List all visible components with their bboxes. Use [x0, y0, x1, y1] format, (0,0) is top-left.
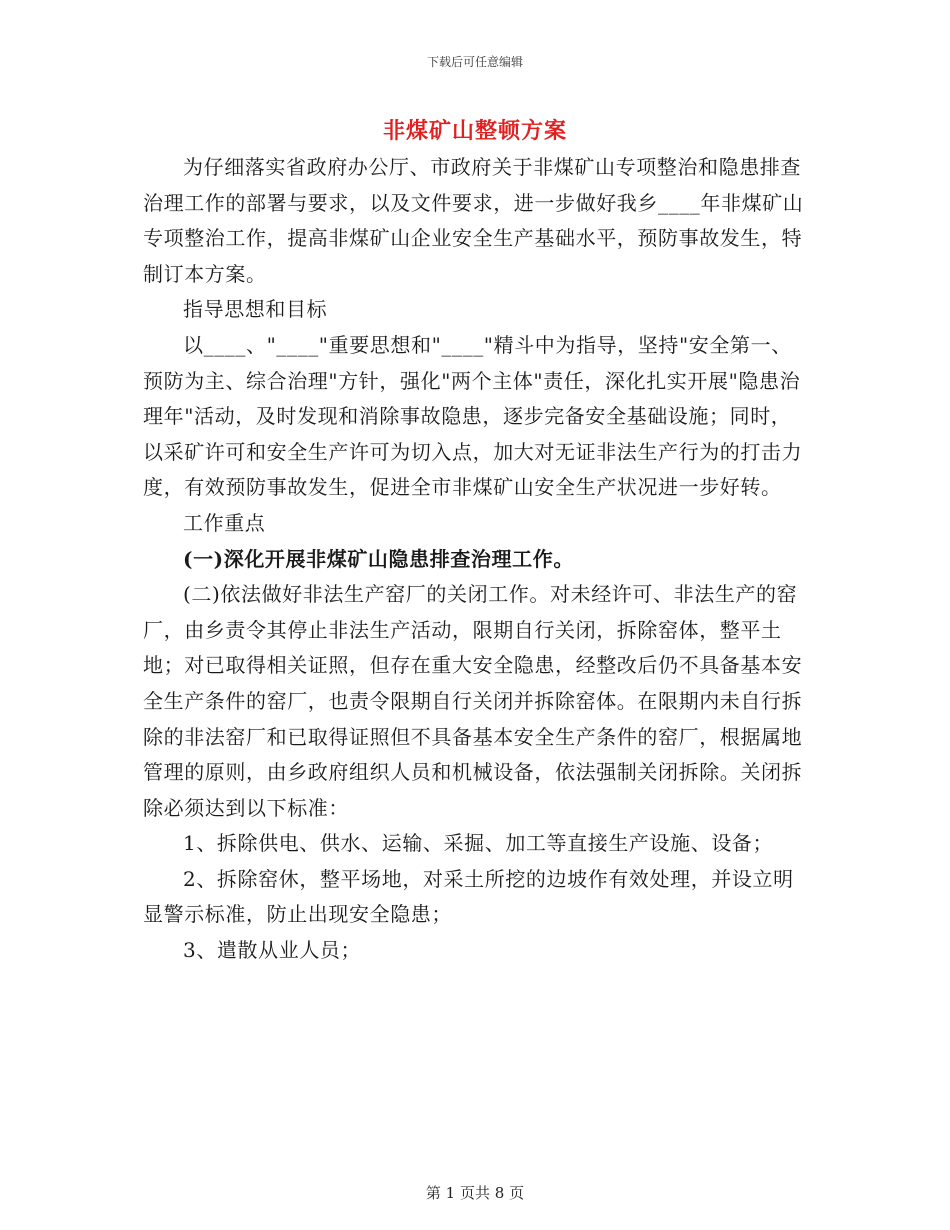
- standard-item-2: 2、拆除窑休，整平场地，对采土所挖的边坡作有效处理，并设立明显警示标准，防止出现安全隐患；: [143, 866, 794, 927]
- header-note: 下载后可任意编辑: [426, 55, 523, 69]
- document-title: 非煤矿山整顿方案: [382, 118, 567, 144]
- intro-paragraph: 为仔细落实省政府办公厅、市政府关于非煤矿山专项整治和隐患排查治理工作的部署与要求，以及文件要求，进一步做好我乡____年非煤矿山专项整治工作，提高非煤矿山企业安全生产基础水平，预防事故发生，特制订本方案。: [143, 155, 804, 286]
- work-item-2-paragraph: (二)依法做好非法生产窑厂的关闭工作。对未经许可、非法生产的窑厂，由乡责令其停止非法生产活动，限期自行关闭，拆除窑体，整平土地；对已取得相关证照，但存在重大安全隐患，经整改后仍不具备基本安全生产条件的窑厂，也责令限期自行关闭并拆除窑体。在限期内未自行拆除的非法窑厂和已取得证照但不具备基本安全生产条件的窑厂，根据属地管理的原则，由乡政府组织人员和机械设备，依法强制关闭拆除。关闭拆除必须达到以下标准：: [143, 582, 803, 820]
- page-number: 第 1 页共 8 页: [425, 1184, 525, 1202]
- section-heading-guiding-principles: 指导思想和目标: [183, 297, 328, 322]
- standard-item-1: 1、拆除供电、供水、运输、采掘、加工等直接生产设施、设备；: [183, 831, 774, 856]
- work-item-1-heading: (一)深化开展非煤矿山隐患排查治理工作。: [183, 546, 574, 571]
- section-heading-work-focus: 工作重点: [183, 510, 266, 535]
- document-body: [143, 150, 808, 969]
- guiding-principles-paragraph: 以____、"____"重要思想和"____"精斗中为指导，坚持"安全第一、预防为主、综合治理"方针，强化"两个主体"责任，深化扎实开展"隐患治理年"活动，及时发现和消除事故隐患，逐步完备安全基础设施；同时，以采矿许可和安全生产许可为切入点，加大对无证非法生产行为的打击力度，有效预防事故发生，促进全市非煤矿山安全生产状况进一步好转。: [143, 332, 803, 500]
- standard-item-3: 3、遣散从业人员；: [183, 938, 362, 963]
